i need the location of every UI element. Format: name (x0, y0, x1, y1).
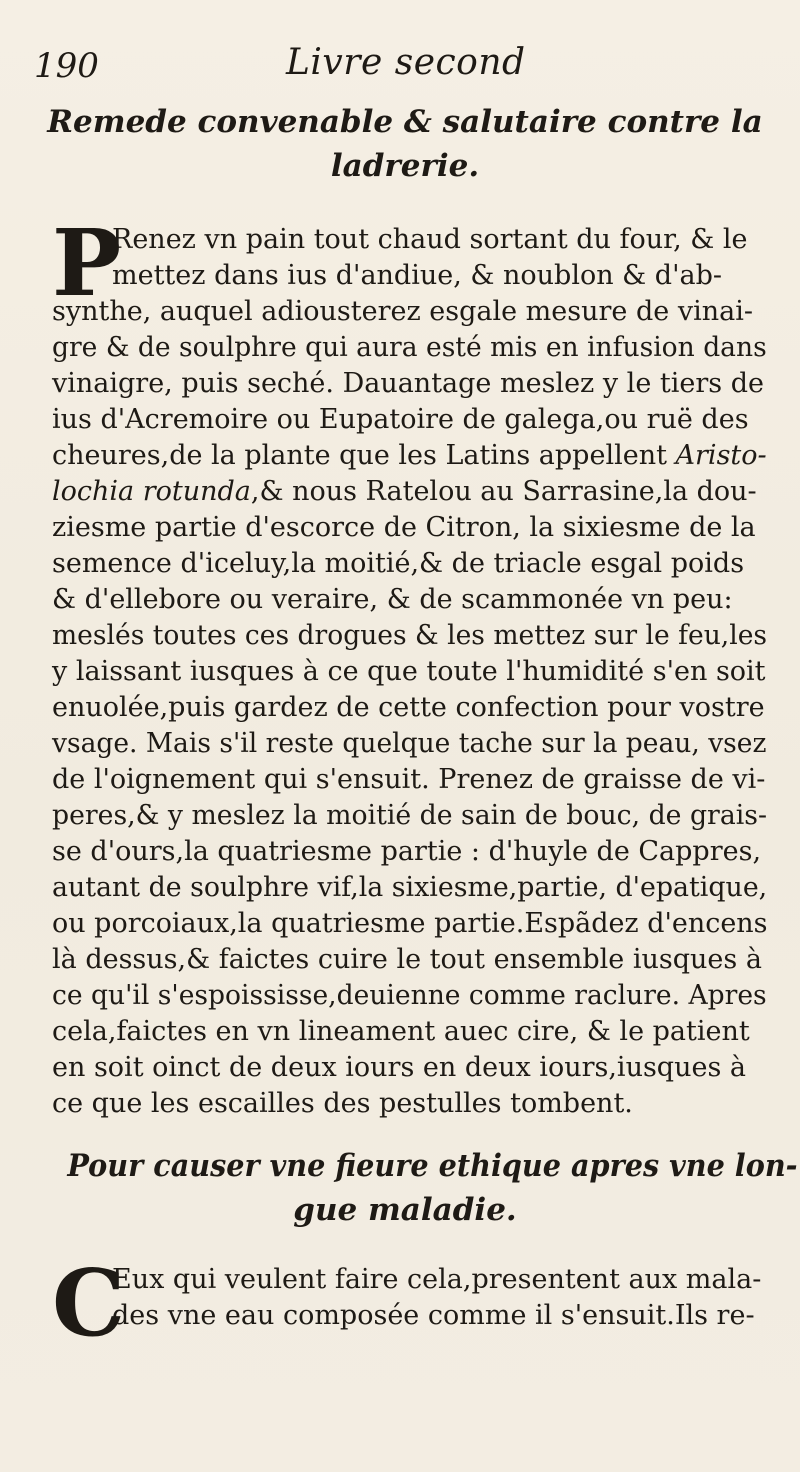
page-number: 190 (34, 46, 99, 86)
section-heading-ladrerie (40, 100, 770, 188)
text-line: Eux qui veulent faire cela,presentent aux mala- (112, 1264, 762, 1295)
text-line: ce que les escailles des pestulles tombent. (52, 1088, 633, 1119)
text-line: ziesme partie d'escorce de Citron, la sixiesme de la (52, 512, 756, 543)
text-line: meslés toutes ces drogues & les mettez sur le feu,les (52, 620, 768, 651)
text-line: en soit oinct de deux iours en deux iours,iusques à (52, 1052, 746, 1083)
text-line: synthe, auquel adiousterez esgale mesure de vinai- (52, 296, 753, 327)
text-line: & d'ellebore ou veraire, & de scammonée vn peu: (52, 584, 733, 615)
running-title: Livre second (286, 42, 526, 83)
text-line: là dessus,& faictes cuire le tout ensemble iusques à (52, 944, 762, 975)
heading-line: gue maladie. (293, 1192, 517, 1228)
section-heading-fieure (40, 1144, 798, 1232)
drop-cap: C (52, 1249, 126, 1357)
drop-cap: P (52, 209, 122, 317)
latin-term: lochia rotunda (52, 476, 251, 507)
text-line: se d'ours,la quatriesme partie : d'huyle de Cappres, (52, 836, 762, 867)
text-line: Renez vn pain tout chaud sortant du four, & le (112, 224, 748, 255)
heading-line: Remede convenable & salutaire contre la (47, 104, 763, 140)
text-line: enuolée,puis gardez de cette confection pour vostre (52, 692, 765, 723)
page-header (0, 38, 800, 88)
latin-term: Aristo- (675, 440, 767, 471)
text-line: semence d'iceluy,la moitié,& de triacle esgal poids (52, 548, 745, 579)
text-line: ius d'Acremoire ou Eupatoire de galega,ou ruë des (52, 404, 749, 435)
text-line: de l'oignement qui s'ensuit. Prenez de graisse de vi- (52, 764, 766, 795)
text-line: cheures,de la plante que les Latins appellent Aristo- (52, 440, 767, 471)
text-line: vinaigre, puis seché. Dauantage meslez y le tiers de (52, 368, 764, 399)
text-line: y laissant iusques à ce que toute l'humidité s'en soit (52, 656, 766, 687)
text-line: mettez dans ius d'andiue, & noublon & d'ab- (112, 260, 723, 291)
text-line: ou porcoiaux,la quatriesme partie.Espãdez d'encens (52, 908, 768, 939)
text-line: cela,faictes en vn lineament auec cire, & le patient (52, 1016, 750, 1047)
section-body-ladrerie (52, 209, 768, 1122)
text-line: lochia rotunda,& nous Ratelou au Sarrasine,la dou- (52, 476, 757, 507)
section-body-fieure (52, 1249, 767, 1357)
text-line: autant de soulphre vif,la sixiesme,partie, d'epatique, (52, 872, 768, 903)
text-line: ce qu'il s'espoississe,deuienne comme raclure. Apres (52, 980, 767, 1011)
text-line: des vne eau composée comme il s'ensuit.Ils re- (112, 1300, 755, 1331)
heading-line: ladrerie. (330, 148, 480, 184)
text-line: peres,& y meslez la moitié de sain de bouc, de grais- (52, 800, 768, 831)
heading-line: Pour causer vne fieure ethique apres vne lon- (67, 1148, 798, 1184)
text-line: gre & de soulphre qui aura esté mis en infusion dans (52, 332, 767, 363)
text-line: vsage. Mais s'il reste quelque tache sur la peau, vsez (52, 728, 767, 759)
